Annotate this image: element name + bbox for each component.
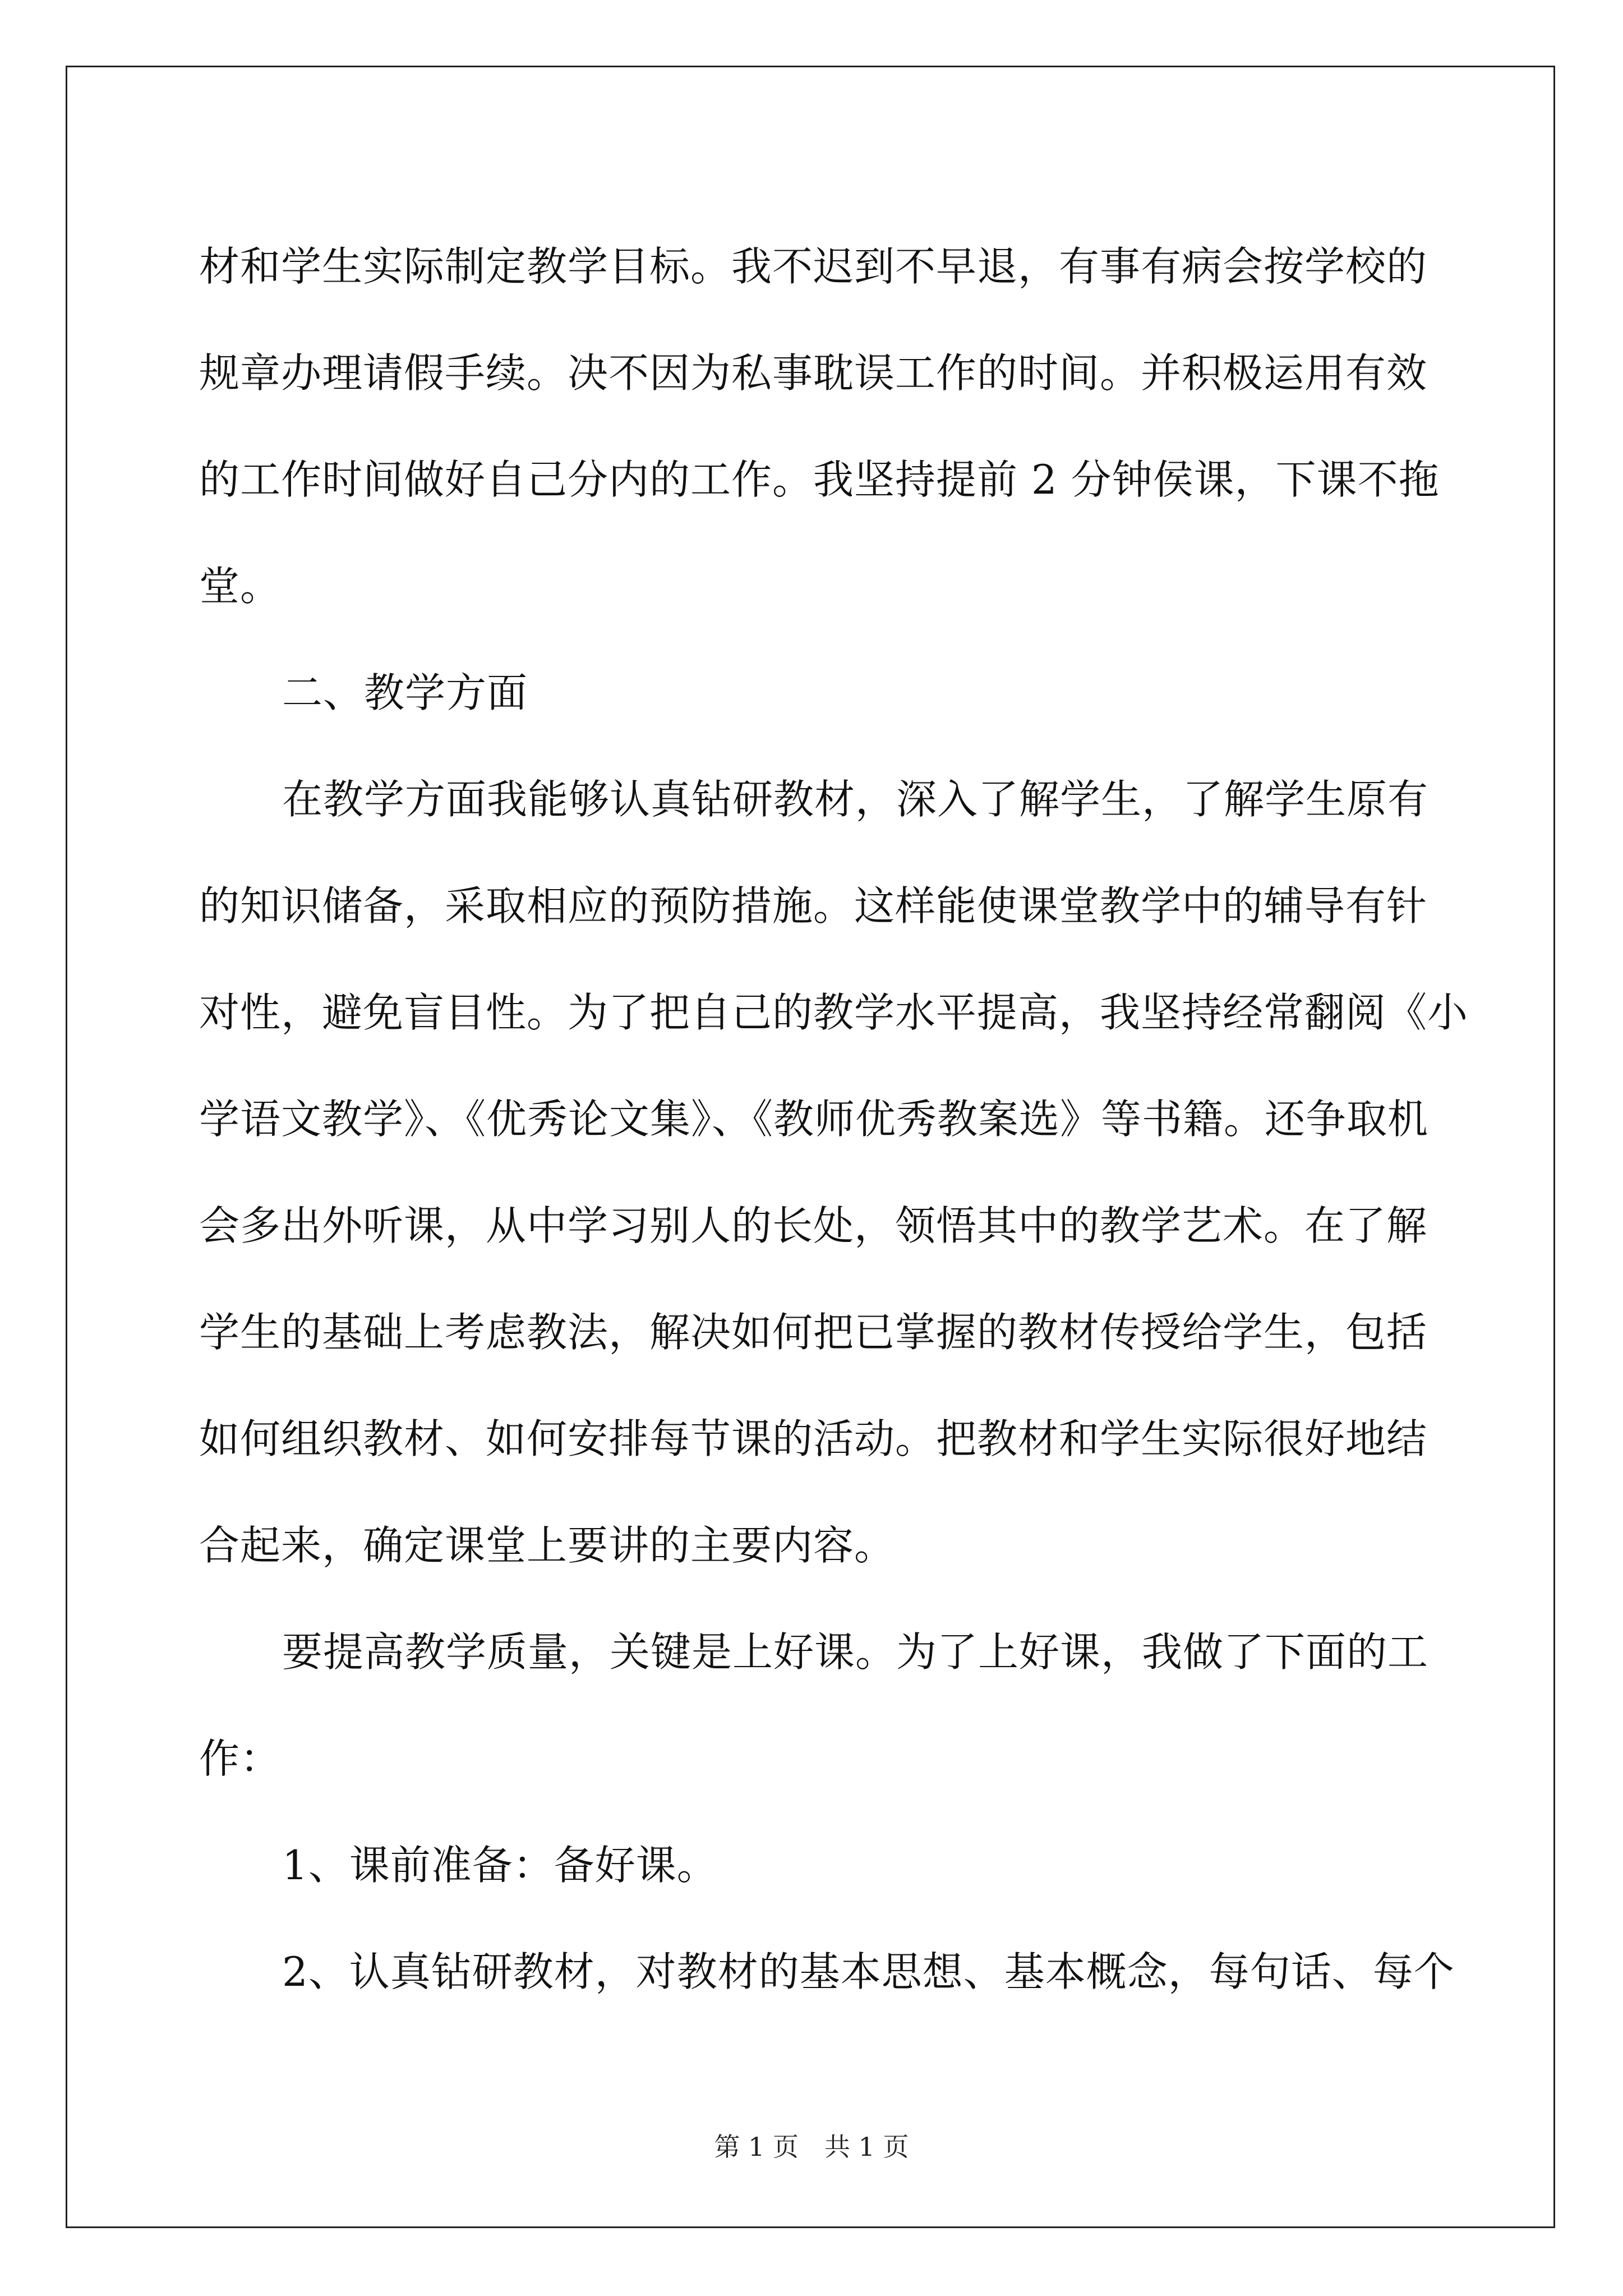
list-item-1: 1、课前准备：备好课。 [282, 1842, 718, 1889]
text-line-4: 堂。 [199, 563, 282, 610]
text-line-12: 如何组织教材、如何安排每节课的活动。把教材和学生实际很好地结 [199, 1415, 1428, 1462]
text-line-3: 的工作时间做好自己分内的工作。我坚持提前 2 分钟侯课，下课不拖 [199, 456, 1440, 503]
text-line-11: 学生的基础上考虑教法，解决如何把已掌握的教材传授给学生，包括 [199, 1309, 1428, 1356]
text-line-14: 要提高教学质量，关键是上好课。为了上好课，我做了下面的工 [282, 1628, 1429, 1676]
list-item-2: 2、认真钻研教材，对教材的基本思想、基本概念，每句话、每个 [282, 1948, 1455, 1995]
document-body [199, 213, 1469, 2025]
text-line-8: 对性，避免盲目性。为了把自己的教学水平提高，我坚持经常翻阅《小 [199, 989, 1469, 1036]
page-footer: 第 1 页 共 1 页 [714, 2132, 909, 2162]
text-line-15: 作： [199, 1735, 282, 1782]
section-heading: 二、教学方面 [282, 669, 528, 716]
text-line-7: 的知识储备，采取相应的预防措施。这样能使课堂教学中的辅导有针 [199, 882, 1428, 930]
text-line-2: 规章办理请假手续。决不因为私事耽误工作的时间。并积极运用有效 [199, 349, 1428, 397]
text-line-1: 材和学生实际制定教学目标。我不迟到不早退，有事有病会按学校的 [199, 243, 1428, 290]
text-line-13: 合起来，确定课堂上要讲的主要内容。 [199, 1522, 896, 1569]
text-line-9: 学语文教学》、《优秀论文集》、《教师优秀教案选》等书籍。还争取机 [199, 1096, 1429, 1143]
text-line-6: 在教学方面我能够认真钻研教材，深入了解学生，了解学生原有 [282, 776, 1429, 823]
text-line-10: 会多出外听课，从中学习别人的长处，领悟其中的教学艺术。在了解 [199, 1202, 1428, 1249]
